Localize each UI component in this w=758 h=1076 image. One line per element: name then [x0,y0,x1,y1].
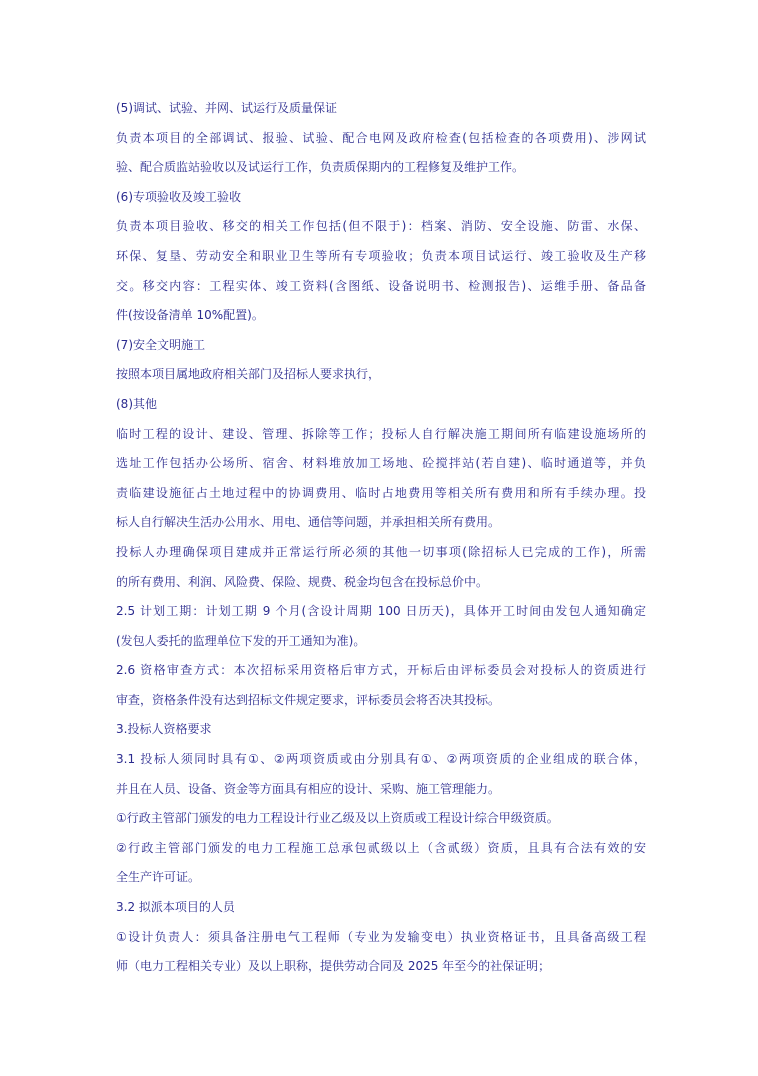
paragraph-line: ①设计负责人：须具备注册电气工程师（专业为发输变电）执业资格证书，且具备高级工程 [116,929,646,944]
paragraph-line: 标人自行解决生活办公用水、用电、通信等问题，并承担相关所有费用。 [116,515,501,530]
paragraph-line: 投标人办理确保项目建成并正常运行所必须的其他一切事项(除招标人已完成的工作)，所需 [116,544,646,559]
paragraph-line: 的所有费用、利润、风险费、保险、规费、税金均包含在投标总价中。 [116,574,489,589]
section-heading-3-2: 3.2 拟派本项目的人员 [116,900,235,915]
paragraph-line: (发包人委托的监理单位下发的开工通知为准)。 [116,633,366,648]
paragraph-line: 全生产许可证。 [116,870,201,885]
paragraph-line: 件(按设备清单 10%配置)。 [116,308,264,323]
document-body [116,94,646,982]
paragraph-line: 临时工程的设计、建设、管理、拆除等工作；投标人自行解决施工期间所有临建设施场所的 [116,426,646,441]
paragraph-line: 2.5 计划工期：计划工期 9 个月(含设计周期 100 日历天)，具体开工时间由发包人通知确定 [116,604,646,619]
paragraph-line: 审查，资格条件没有达到招标文件规定要求，评标委员会将否决其投标。 [116,692,501,707]
paragraph-line: ①行政主管部门颁发的电力工程设计行业乙级及以上资质或工程设计综合甲级资质。 [116,811,559,826]
paragraph-line: 责临建设施征占土地过程中的协调费用、临时占地费用等相关所有费用和所有手续办理。投 [116,485,646,500]
paragraph-line: 3.1 投标人须同时具有①、②两项资质或由分别具有①、②两项资质的企业组成的联合体， [116,752,646,767]
paragraph-line: 环保、复垦、劳动安全和职业卫生等所有专项验收；负责本项目试运行、竣工验收及生产移 [116,248,646,263]
paragraph-line: 按照本项目属地政府相关部门及招标人要求执行， [116,367,381,382]
paragraph-line: 负责本项目验收、移交的相关工作包括(但不限于)：档案、消防、安全设施、防雷、水保、 [116,219,646,234]
section-heading-6: (6)专项验收及竣工验收 [116,189,241,204]
paragraph-line: 师（电力工程相关专业）及以上职称，提供劳动合同及 2025 年至今的社保证明； [116,959,551,974]
section-heading-3: 3.投标人资格要求 [116,722,212,737]
section-heading-5: (5)调试、试验、并网、试运行及质量保证 [116,101,337,115]
section-heading-8: (8)其他 [116,396,157,411]
paragraph-line: 交。移交内容：工程实体、竣工资料(含图纸、设备说明书、检测报告)、运维手册、备品备 [116,278,646,293]
section-heading-7: (7)安全文明施工 [116,337,205,352]
paragraph-line: ②行政主管部门颁发的电力工程施工总承包贰级以上（含贰级）资质，且具有合法有效的安 [116,840,646,855]
paragraph-line: 并且在人员、设备、资金等方面具有相应的设计、采购、施工管理能力。 [116,781,501,796]
paragraph-line: 验、配合质监站验收以及试运行工作，负责质保期内的工程修复及维护工作。 [116,160,525,175]
paragraph-line: 选址工作包括办公场所、宿舍、材料堆放加工场地、砼搅拌站(若自建)、临时通道等，并负 [116,456,646,471]
paragraph-line: 2.6 资格审查方式：本次招标采用资格后审方式，开标后由评标委员会对投标人的资质进行 [116,663,646,678]
paragraph-line: 负责本项目的全部调试、报验、试验、配合电网及政府检查(包括检查的各项费用)、涉网试 [116,130,646,145]
